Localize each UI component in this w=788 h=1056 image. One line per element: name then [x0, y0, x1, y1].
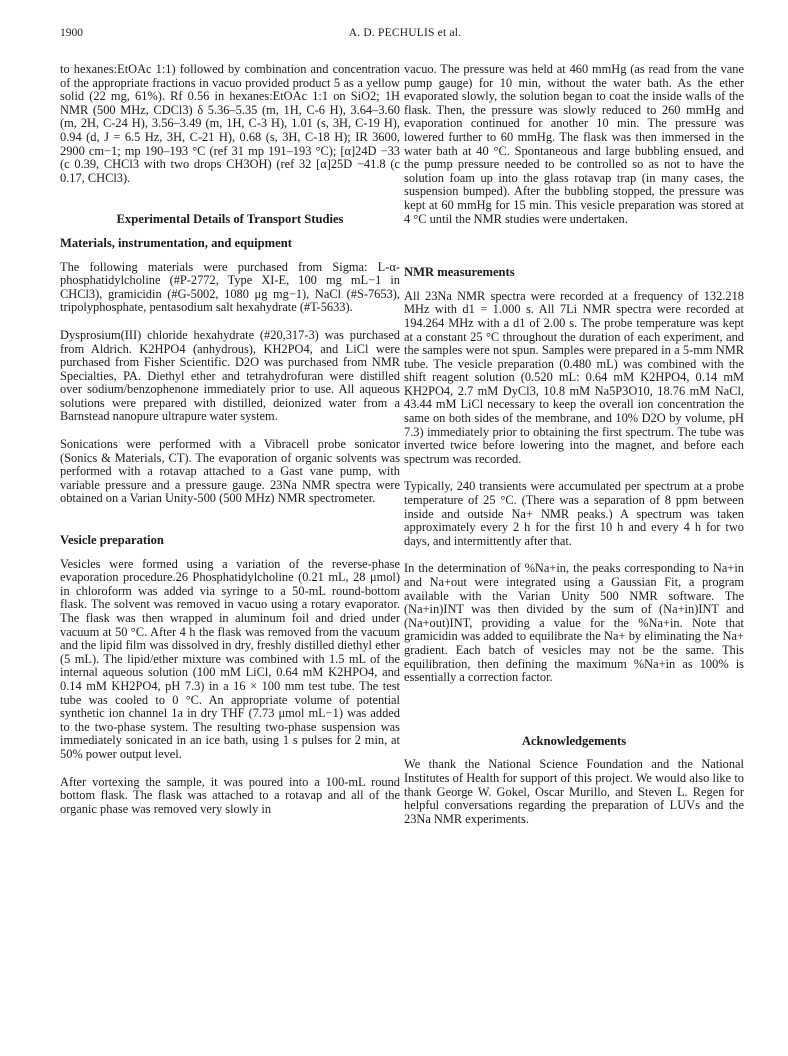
- vesicle-paragraph-1: Vesicles were formed using a variation of the reverse-phase evaporation procedure.26 Phosphatidylcholine (0.21 mL, 28 μmol) in chloroform was added via syringe to a 50-mL round-bottom flask. The solvent was removed in vacuo using a rotary evaporator. The flask was then wrapped in aluminum foil and dried under vacuum at 50 °C. After 4 h the flask was removed from the vacuum and the lipid film was dissolved in dry, freshly distilled diethyl ether (5 mL). The lipid/ether mixture was combined with 1.5 mL of the internal aqueous solution (100 mM LiCl, 0.64 mM K2HPO4, and 0.14 mM KH2PO4, pH 7.3) in a 16 × 100 mm test tube. The test tube was cooled to 0 °C. An appropriate volume of potential synthetic ion channel 1a in dry THF (7.73 μmol mL−1) was added to the two-phase system. The resulting two-phase suspension was immediately sonicated in an ice bath, using 1 s pulses for 2 min, at 50% power output level.: [60, 556, 400, 761]
- nmr-paragraph-1: All 23Na NMR spectra were recorded at a frequency of 132.218 MHz with d1 = 1.000 s. All 7Li NMR spectra were recorded at 194.264 MHz with a d1 of 2.00 s. The probe temperature was kept at a constant 25 °C throughout the duration of each experiment, and the samples were not spun. Samples were prepared in a 5-mm NMR tube. The vesicle preparation (0.480 mL) was combined with the shift reagent solution (0.520 mL: 0.64 mM K2HPO4, 0.14 mM KH2PO4, 2.7 mM DyCl3, 10.8 mM Na5P3O10, 18.76 mM NaCl, 43.44 mM LiCl necessary to keep the overall ion concentration the same on both sides of the membrane, and 10% D2O by volume, pH 7.3) immediately prior to obtaining the first spectrum. The tube was inverted twice before lowering into the magnet, and before each spectrum was recorded.: [404, 288, 744, 466]
- running-head: A. D. PECHULIS et al.: [348, 27, 462, 39]
- acknowledgements-title: Acknowledgements: [521, 733, 627, 748]
- nmr-paragraph-3: In the determination of %Na+in, the peaks corresponding to Na+in and Na+out were integrated using a Gaussian Fit, a program available with the Varian Unity 500 NMR software. The (Na+in)INT was then divided by the sum of (Na+in)INT and (Na+out)INT, providing a value for the %Na+in. Note that gramicidin was added to equilibrate the Na+ by eliminating the Na+ gradient. Each batch of vesicles may not be the same. This equilibration, then defining the maximum %Na+in as 100% is essentially a correction factor.: [404, 561, 744, 685]
- page-header: [60, 27, 750, 43]
- subsection-vesicle: Vesicle preparation: [60, 533, 164, 548]
- nmr-paragraph-2: Typically, 240 transients were accumulated per spectrum at a probe temperature of 25 °C. (There was a separation of 8 ppm between inside and outside Na+ NMR peaks.) A spectrum was taken approximately every 2 h for the first 10 h and every 4 h for two days, and intermittently after that.: [404, 479, 744, 548]
- acknowledgements-paragraph: We thank the National Science Foundation and the National Institutes of Health for support of this project. We would also like to thank George W. Gokel, Oscar Murillo, and Steven L. Regen for helpful conversations regarding the preparation of LUVs and the 23Na NMR experiments.: [404, 757, 744, 826]
- subsection-nmr: NMR measurements: [404, 265, 515, 280]
- vesicle-paragraph-2: After vortexing the sample, it was poured into a 100-mL round bottom flask. The flask was attached to a rotavap and all of the organic phase was removed very slowly in: [60, 774, 400, 816]
- section-title: Experimental Details of Transport Studies: [116, 212, 344, 227]
- subsection-materials: Materials, instrumentation, and equipment: [60, 235, 292, 250]
- intro-paragraph: to hexanes:EtOAc 1:1) followed by combination and concentration of the appropriate fractions in vacuo provided product 5 as a yellow solid (22 mg, 61%). Rf 0.56 in hexanes:EtOAc 1:1 on SiO2; 1H NMR (500 MHz, CDCl3) δ 5.36–5.35 (m, 1H, C-6 H), 3.64–3.60 (m, 2H, C-24 H), 3.56–3.49 (m, 1H, C-3 H), 1.01 (s, 3H, C-19 H), 0.94 (d, J = 6.5 Hz, 3H, C-21 H), 0.68 (s, 3H, C-18 H); IR 3600, 2900 cm−1; mp 190–193 °C (ref 31 mp 191–193 °C); [α]24D −33 (c 0.39, CHCl3 with two drops CH3OH) (ref 32 [α]25D −41.8 (c 0.17, CHCl3).: [60, 62, 400, 185]
- materials-paragraph-3: Sonications were performed with a Vibracell probe sonicator (Sonics & Materials, CT). The evaporation of organic solvents was performed with a rotavap attached to a Gast vane pump, with variable pressure and a pressure gauge. 23Na NMR spectra were obtained on a Varian Unity-500 (500 MHz) NMR spectrometer.: [60, 437, 400, 506]
- left-column: [60, 63, 400, 830]
- right-column: [404, 63, 744, 840]
- vacuo-paragraph: vacuo. The pressure was held at 460 mmHg (as read from the vane pump gauge) for 10 min, without the water bath. As the ether evaporated slowly, the solution began to coat the inside walls of the flask. Then, the pressure was slowly reduced to 260 mmHg and evaporation continued for another 10 min. The pressure was lowered further to 60 mmHg. The flask was then immersed in the water bath at 40 °C. Spontaneous and large bubbling ensued, and the pump pressure needed to be controlled so as not to have the solution foam up into the glass rotavap trap (in many cases, the suspension bumped). After the bubbling stopped, the pressure was kept at 60 mmHg for 15 min. This vesicle preparation was stored at 4 °C until the NMR studies were undertaken.: [404, 62, 744, 226]
- page-number: 1900: [60, 27, 83, 39]
- materials-paragraph-1: The following materials were purchased from Sigma: L-α-phosphatidylcholine (#P-2772, Type XI-E, 100 mg mL−1 in CHCl3), gramicidin (#G-5002, 1080 μg mg−1), NaCl (#S-7653), tripolyphosphate, pentasodium salt hexahydrate (#T-5633).: [60, 259, 400, 315]
- materials-paragraph-2: Dysprosium(III) chloride hexahydrate (#20,317-3) was purchased from Aldrich. K2HPO4 (anhydrous), KH2PO4, and LiCl were purchased from Fisher Scientific. D2O was purchased from NMR Specialties, PA. Diethyl ether and tetrahydrofuran were distilled over sodium/benzophenone immediately prior to use. All aqueous solutions were prepared with distilled, deionized water from a Barnstead nanopure ultrapure water system.: [60, 327, 400, 424]
